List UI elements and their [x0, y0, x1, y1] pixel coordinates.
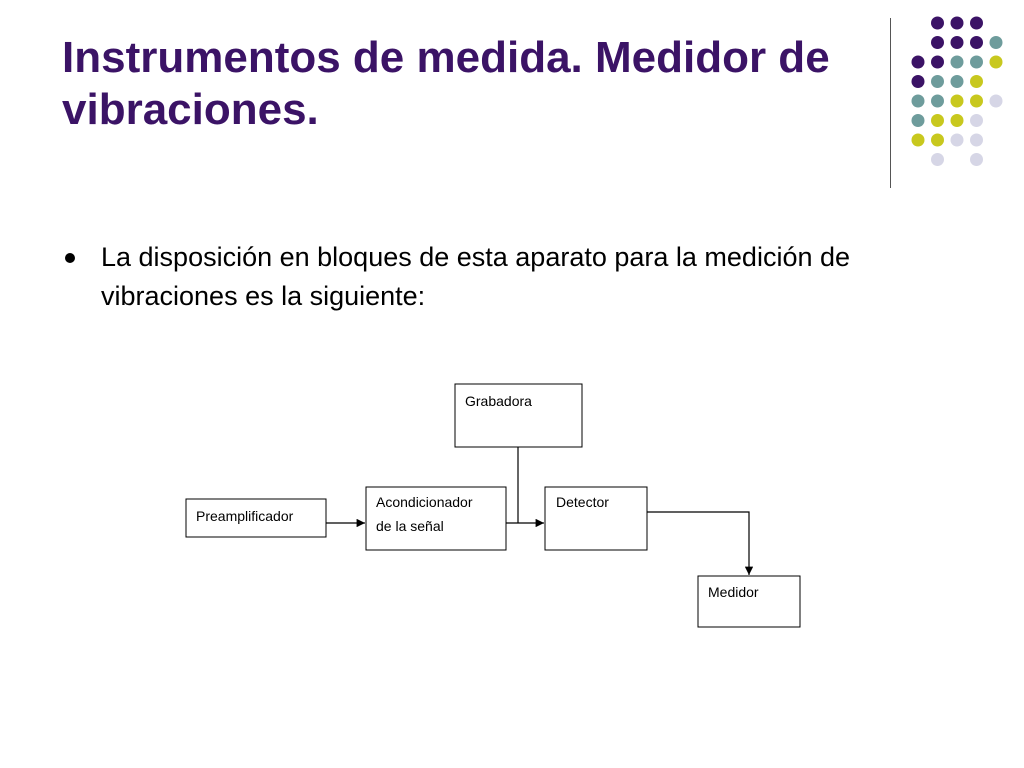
block-acondicionador-label-line2: de la señal	[376, 518, 444, 534]
bullet-text: La disposición en bloques de esta aparato para la medición de vibraciones es la siguiente:	[101, 242, 851, 311]
block-medidor-label: Medidor	[708, 584, 759, 600]
block-grabadora	[455, 384, 582, 447]
block-preamplificador	[186, 499, 326, 537]
arrow-detector-to-medidor	[647, 512, 749, 575]
block-acondicionador	[366, 487, 506, 550]
block-detector	[545, 487, 647, 550]
block-detector-label: Detector	[556, 494, 609, 510]
block-preamplificador-label: Preamplificador	[196, 508, 294, 524]
slide-title: Instrumentos de medida. Medidor de vibraciones.	[62, 33, 830, 134]
block-acondicionador-label-line1: Acondicionador	[376, 494, 473, 510]
block-grabadora-label: Grabadora	[465, 393, 532, 409]
block-medidor	[698, 576, 800, 627]
